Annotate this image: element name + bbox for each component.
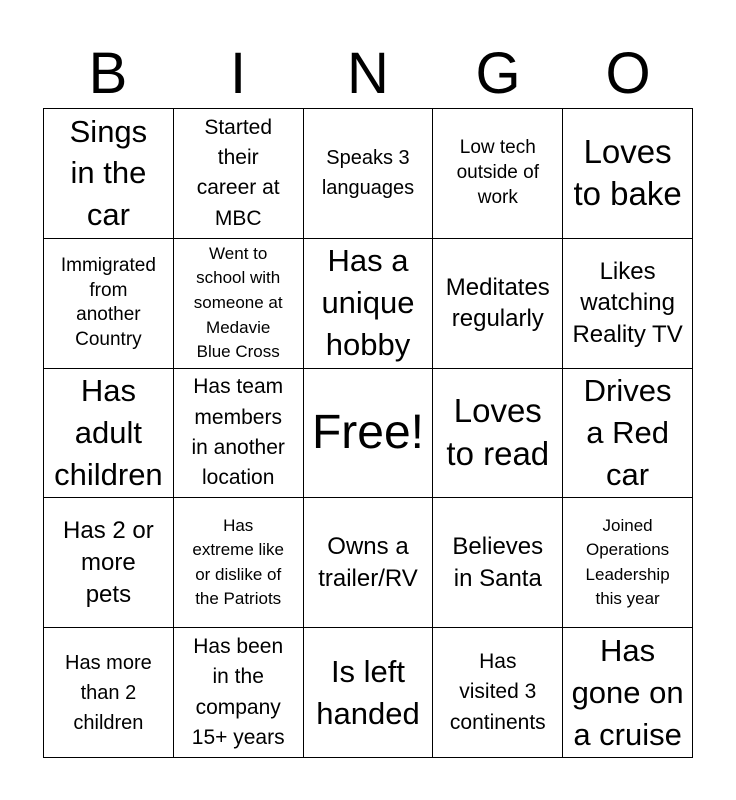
- bingo-cell[interactable]: [304, 498, 434, 628]
- header-letter-b: B: [88, 41, 128, 106]
- header-letter-n: N: [347, 41, 389, 106]
- bingo-cell[interactable]: [563, 498, 693, 628]
- cell-text: Joined Operations Leadership this year: [585, 515, 670, 609]
- cell-text: Has more than 2 children: [65, 651, 152, 734]
- bingo-cell[interactable]: [44, 628, 174, 758]
- bingo-cell[interactable]: [174, 628, 304, 758]
- bingo-header: [43, 40, 693, 108]
- bingo-cell[interactable]: [433, 369, 563, 499]
- cell-text: Has gone on a cruise: [571, 632, 684, 752]
- cell-text: Low tech outside of work: [456, 137, 539, 208]
- bingo-cell[interactable]: [563, 369, 693, 499]
- cell-text: Likes watching Reality TV: [572, 257, 683, 349]
- cell-text: Speaks 3 languages: [321, 147, 415, 200]
- bingo-cell[interactable]: [563, 628, 693, 758]
- cell-text: Owns a trailer/RV: [318, 533, 418, 592]
- cell-text: Has 2 or more pets: [63, 517, 154, 608]
- cell-text: Has visited 3 continents: [449, 649, 546, 734]
- bingo-cell[interactable]: [44, 109, 174, 239]
- cell-text: Meditates regularly: [445, 273, 550, 333]
- cell-text: Sings in the car: [69, 113, 148, 233]
- cell-text: Went to school with someone at Medavie Blue Cross: [193, 243, 283, 362]
- cell-text: Loves to read: [446, 392, 550, 472]
- cell-text: Has extreme like or dislike of the Patriots: [192, 515, 285, 609]
- cell-text: Believes in Santa: [452, 533, 544, 592]
- bingo-cell[interactable]: [44, 239, 174, 369]
- bingo-cell[interactable]: [433, 628, 563, 758]
- cell-text: Immigrated from another Country: [60, 254, 156, 350]
- bingo-cell[interactable]: [304, 628, 434, 758]
- bingo-cell-free[interactable]: [304, 369, 434, 499]
- bingo-cell[interactable]: [563, 239, 693, 369]
- bingo-cell[interactable]: [174, 109, 304, 239]
- cell-text: Has a unique hobby: [321, 243, 415, 363]
- cell-text: Has team members in another location: [191, 375, 285, 490]
- bingo-cell[interactable]: [433, 498, 563, 628]
- bingo-cell[interactable]: [44, 498, 174, 628]
- bingo-cell[interactable]: [433, 109, 563, 239]
- bingo-cell[interactable]: [174, 369, 304, 499]
- bingo-cell[interactable]: [174, 498, 304, 628]
- cell-text: Loves to bake: [573, 132, 682, 213]
- cell-text: Has been in the company 15+ years: [191, 634, 285, 750]
- free-space-text: Free!: [311, 405, 424, 459]
- bingo-cell[interactable]: [304, 239, 434, 369]
- bingo-cell[interactable]: [174, 239, 304, 369]
- header-letter-g: G: [475, 41, 521, 106]
- bingo-cell[interactable]: [304, 109, 434, 239]
- cell-text: Has adult children: [54, 373, 163, 492]
- bingo-cell[interactable]: [433, 239, 563, 369]
- cell-text: Drives a Red car: [583, 373, 672, 492]
- cell-text: Is left handed: [316, 653, 420, 731]
- bingo-cell[interactable]: [44, 369, 174, 499]
- header-letter-i: I: [229, 41, 247, 106]
- bingo-cell[interactable]: [563, 109, 693, 239]
- cell-text: Started their career at MBC: [196, 115, 280, 230]
- header-letter-o: O: [605, 41, 651, 106]
- bingo-board: [43, 108, 693, 758]
